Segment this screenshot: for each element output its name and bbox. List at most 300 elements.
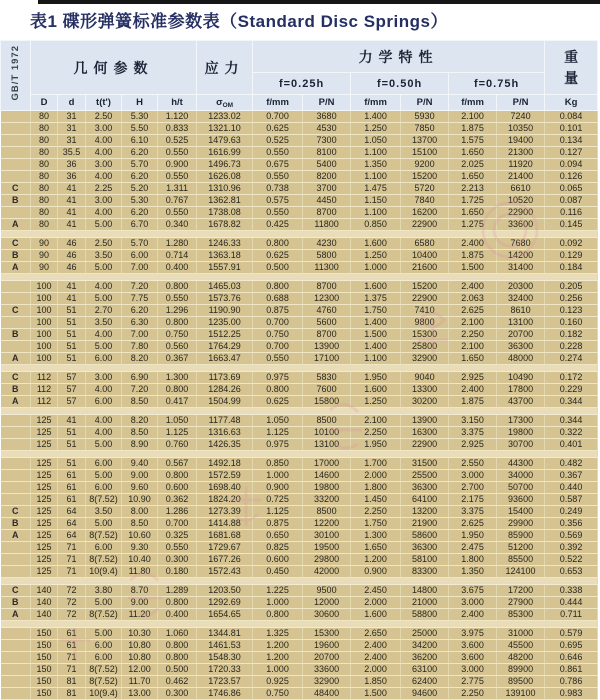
- value-cell: 32900: [303, 676, 351, 688]
- value-cell: 58800: [401, 609, 449, 621]
- value-cell: 0.550: [253, 207, 303, 219]
- value-cell: 1.200: [351, 554, 401, 566]
- value-cell: 1729.67: [197, 542, 253, 554]
- series-label-cell: A: [1, 530, 31, 542]
- table-row: [1, 123, 598, 135]
- value-cell: 0.646: [545, 652, 598, 664]
- value-cell: 32900: [401, 353, 449, 365]
- group-separator-row: [1, 274, 598, 281]
- value-cell: 6.20: [122, 305, 158, 317]
- value-cell: 1.350: [351, 159, 401, 171]
- value-cell: 1.400: [351, 317, 401, 329]
- value-cell: 8.20: [122, 415, 158, 427]
- series-label-cell: B: [1, 518, 31, 530]
- value-cell: 0.400: [158, 609, 197, 621]
- value-cell: 1.950: [449, 530, 497, 542]
- value-cell: 7840: [401, 195, 449, 207]
- value-cell: 0.983: [545, 688, 598, 700]
- value-cell: 58600: [401, 530, 449, 542]
- disc-spring-table-container: [0, 40, 597, 700]
- series-label-cell: [1, 147, 31, 159]
- value-cell: 1.600: [351, 384, 401, 396]
- value-cell: 0.094: [545, 159, 598, 171]
- value-cell: 5600: [303, 317, 351, 329]
- value-cell: 1496.73: [197, 159, 253, 171]
- value-cell: 31: [58, 123, 86, 135]
- value-cell: 14600: [303, 470, 351, 482]
- value-cell: 1.600: [351, 609, 401, 621]
- value-cell: 1.311: [158, 183, 197, 195]
- value-cell: 25800: [401, 341, 449, 353]
- value-cell: 1461.53: [197, 640, 253, 652]
- value-cell: 51: [58, 427, 86, 439]
- value-cell: 1512.25: [197, 329, 253, 341]
- value-cell: 22900: [401, 439, 449, 451]
- value-cell: 19400: [497, 135, 545, 147]
- value-cell: 62400: [401, 676, 449, 688]
- value-cell: 51: [58, 353, 86, 365]
- value-cell: 1573.76: [197, 293, 253, 305]
- series-label-cell: C: [1, 305, 31, 317]
- series-label-cell: [1, 494, 31, 506]
- table-row: [1, 676, 598, 688]
- value-cell: 9.00: [122, 597, 158, 609]
- col-kg: Kg: [545, 95, 598, 111]
- value-cell: 90: [31, 262, 58, 274]
- value-cell: 3.50: [86, 317, 122, 329]
- value-cell: 0.700: [158, 518, 197, 530]
- value-cell: 1.050: [158, 415, 197, 427]
- header-stress: 应力: [197, 41, 253, 95]
- value-cell: 83300: [401, 566, 449, 578]
- value-cell: 6.70: [122, 219, 158, 231]
- value-cell: 9500: [303, 585, 351, 597]
- value-cell: 0.180: [158, 566, 197, 578]
- series-label-cell: [1, 652, 31, 664]
- series-label-cell: A: [1, 353, 31, 365]
- value-cell: 5.00: [86, 518, 122, 530]
- value-cell: 1173.69: [197, 372, 253, 384]
- value-cell: 124100: [497, 566, 545, 578]
- value-cell: 1.100: [351, 171, 401, 183]
- value-cell: 80: [31, 171, 58, 183]
- value-cell: 0.417: [158, 396, 197, 408]
- value-cell: 125: [31, 506, 58, 518]
- value-cell: 0.500: [253, 262, 303, 274]
- value-cell: 32400: [497, 293, 545, 305]
- value-cell: 2.475: [449, 542, 497, 554]
- value-cell: 34200: [401, 640, 449, 652]
- value-cell: 51: [58, 341, 86, 353]
- value-cell: 1321.10: [197, 123, 253, 135]
- value-cell: 2.100: [449, 341, 497, 353]
- value-cell: 0.160: [545, 317, 598, 329]
- header-mechanical: 力学特性: [253, 41, 545, 73]
- value-cell: 30600: [303, 609, 351, 621]
- value-cell: 125: [31, 427, 58, 439]
- value-cell: 2.000: [351, 470, 401, 482]
- table-row: [1, 530, 598, 542]
- value-cell: 1.296: [158, 305, 197, 317]
- value-cell: 0.362: [158, 494, 197, 506]
- value-cell: 3.600: [449, 640, 497, 652]
- value-cell: 0.714: [158, 250, 197, 262]
- series-label-cell: [1, 554, 31, 566]
- table-row: [1, 372, 598, 384]
- value-cell: 125: [31, 482, 58, 494]
- value-cell: 1.250: [351, 396, 401, 408]
- value-cell: 20700: [303, 652, 351, 664]
- value-cell: 43700: [497, 396, 545, 408]
- value-cell: 80: [31, 183, 58, 195]
- page-title: 表1 碟形弹簧标准参数表（Standard Disc Springs）: [30, 12, 448, 31]
- value-cell: 3.375: [449, 506, 497, 518]
- table-row: [1, 664, 598, 676]
- value-cell: 41: [58, 207, 86, 219]
- value-cell: 71: [58, 566, 86, 578]
- value-cell: 51: [58, 439, 86, 451]
- value-cell: 0.338: [545, 585, 598, 597]
- value-cell: 64: [58, 506, 86, 518]
- value-cell: 1310.96: [197, 183, 253, 195]
- value-cell: 1.600: [351, 281, 401, 293]
- value-cell: 1.350: [449, 566, 497, 578]
- value-cell: 0.182: [545, 329, 598, 341]
- value-cell: 8.70: [122, 585, 158, 597]
- value-cell: 5400: [303, 159, 351, 171]
- value-cell: 7.00: [122, 329, 158, 341]
- value-cell: 2.063: [449, 293, 497, 305]
- series-label-cell: [1, 427, 31, 439]
- value-cell: 1414.88: [197, 518, 253, 530]
- value-cell: 45500: [497, 640, 545, 652]
- table-row: [1, 207, 598, 219]
- value-cell: 125: [31, 530, 58, 542]
- value-cell: 0.625: [253, 396, 303, 408]
- series-label-cell: [1, 676, 31, 688]
- value-cell: 0.850: [253, 458, 303, 470]
- value-cell: 36300: [497, 341, 545, 353]
- value-cell: 10.90: [122, 494, 158, 506]
- value-cell: 9800: [401, 317, 449, 329]
- value-cell: 2.100: [449, 317, 497, 329]
- value-cell: 41: [58, 195, 86, 207]
- value-cell: 1678.82: [197, 219, 253, 231]
- value-cell: 1.300: [158, 372, 197, 384]
- value-cell: 5.30: [122, 195, 158, 207]
- value-cell: 15200: [401, 171, 449, 183]
- value-cell: 15200: [401, 281, 449, 293]
- value-cell: 17100: [303, 353, 351, 365]
- value-cell: 150: [31, 628, 58, 640]
- value-cell: 2.925: [449, 372, 497, 384]
- value-cell: 0.550: [253, 171, 303, 183]
- series-label-cell: [1, 317, 31, 329]
- value-cell: 64100: [401, 494, 449, 506]
- value-cell: 2.400: [351, 640, 401, 652]
- value-cell: 33600: [303, 664, 351, 676]
- value-cell: 21300: [497, 147, 545, 159]
- value-cell: 0.229: [545, 384, 598, 396]
- value-cell: 14200: [497, 250, 545, 262]
- value-cell: 0.875: [253, 518, 303, 530]
- value-cell: 9.30: [122, 542, 158, 554]
- series-label-cell: C: [1, 183, 31, 195]
- value-cell: 2.400: [351, 652, 401, 664]
- value-cell: 4530: [303, 123, 351, 135]
- value-cell: 1.125: [253, 427, 303, 439]
- table-row: [1, 470, 598, 482]
- value-cell: 1.700: [351, 458, 401, 470]
- table-row: [1, 566, 598, 578]
- value-cell: 1292.69: [197, 597, 253, 609]
- value-cell: 0.065: [545, 183, 598, 195]
- table-row: [1, 111, 598, 123]
- value-cell: 46: [58, 238, 86, 250]
- value-cell: 3.50: [86, 250, 122, 262]
- value-cell: 125: [31, 542, 58, 554]
- value-cell: 7.20: [122, 384, 158, 396]
- table-row: [1, 494, 598, 506]
- value-cell: 6.10: [122, 135, 158, 147]
- table-row: [1, 609, 598, 621]
- value-cell: 2.550: [449, 458, 497, 470]
- series-label-cell: [1, 293, 31, 305]
- table-row: [1, 415, 598, 427]
- value-cell: 71: [58, 652, 86, 664]
- value-cell: 30200: [401, 396, 449, 408]
- value-cell: 0.587: [545, 494, 598, 506]
- value-cell: 2.625: [449, 518, 497, 530]
- value-cell: 10(9.4): [86, 566, 122, 578]
- header-deflection-025h: f=0.25h: [253, 73, 351, 95]
- value-cell: 8(7.52): [86, 664, 122, 676]
- value-cell: 2.400: [449, 238, 497, 250]
- value-cell: 2.100: [351, 415, 401, 427]
- value-cell: 0.900: [253, 482, 303, 494]
- value-cell: 33600: [497, 219, 545, 231]
- value-cell: 48200: [497, 652, 545, 664]
- value-cell: 1.875: [449, 123, 497, 135]
- value-cell: 17200: [497, 585, 545, 597]
- value-cell: 0.711: [545, 609, 598, 621]
- value-cell: 5720: [401, 183, 449, 195]
- value-cell: 8.20: [122, 353, 158, 365]
- value-cell: 31: [58, 135, 86, 147]
- value-cell: 21000: [401, 597, 449, 609]
- value-cell: 22900: [497, 207, 545, 219]
- table-row: [1, 219, 598, 231]
- value-cell: 1203.50: [197, 585, 253, 597]
- value-cell: 30700: [497, 439, 545, 451]
- value-cell: 7.00: [122, 262, 158, 274]
- value-cell: 0.444: [545, 597, 598, 609]
- value-cell: 41: [58, 415, 86, 427]
- value-cell: 5.00: [86, 628, 122, 640]
- value-cell: 36300: [401, 482, 449, 494]
- value-cell: 0.525: [253, 135, 303, 147]
- value-cell: 2.700: [449, 482, 497, 494]
- value-cell: 4.00: [86, 135, 122, 147]
- value-cell: 8(7.52): [86, 609, 122, 621]
- table-row: [1, 384, 598, 396]
- value-cell: 8100: [303, 147, 351, 159]
- value-cell: 4.00: [86, 207, 122, 219]
- value-cell: 21900: [401, 518, 449, 530]
- col-H: H: [122, 95, 158, 111]
- value-cell: 44300: [497, 458, 545, 470]
- value-cell: 1626.08: [197, 171, 253, 183]
- value-cell: 0.500: [158, 664, 197, 676]
- value-cell: 17300: [497, 415, 545, 427]
- value-cell: 7850: [401, 123, 449, 135]
- value-cell: 0.575: [253, 195, 303, 207]
- series-label-cell: [1, 566, 31, 578]
- value-cell: 0.401: [545, 439, 598, 451]
- value-cell: 81: [58, 688, 86, 700]
- value-cell: 0.184: [545, 262, 598, 274]
- series-label-cell: [1, 123, 31, 135]
- value-cell: 29800: [303, 554, 351, 566]
- value-cell: 20700: [497, 329, 545, 341]
- value-cell: 1.500: [449, 262, 497, 274]
- value-cell: 150: [31, 652, 58, 664]
- value-cell: 1.500: [351, 688, 401, 700]
- value-cell: 10.80: [122, 652, 158, 664]
- value-cell: 1738.08: [197, 207, 253, 219]
- value-cell: 15400: [497, 506, 545, 518]
- value-cell: 6.30: [122, 317, 158, 329]
- value-cell: 30100: [303, 530, 351, 542]
- value-cell: 5.00: [86, 341, 122, 353]
- value-cell: 6.00: [86, 458, 122, 470]
- value-cell: 1.375: [351, 293, 401, 305]
- value-cell: 0.767: [158, 195, 197, 207]
- value-cell: 13700: [401, 135, 449, 147]
- value-cell: 4760: [303, 305, 351, 317]
- value-cell: 61: [58, 628, 86, 640]
- value-cell: 13900: [303, 341, 351, 353]
- value-cell: 35.5: [58, 147, 86, 159]
- value-cell: 5.00: [86, 439, 122, 451]
- value-cell: 9.60: [122, 482, 158, 494]
- value-cell: 1.300: [351, 530, 401, 542]
- series-label-cell: [1, 281, 31, 293]
- value-cell: 61: [58, 494, 86, 506]
- value-cell: 0.525: [158, 135, 197, 147]
- value-cell: 64: [58, 530, 86, 542]
- value-cell: 0.550: [253, 147, 303, 159]
- value-cell: 0.126: [545, 171, 598, 183]
- value-cell: 1.100: [351, 147, 401, 159]
- value-cell: 19800: [497, 427, 545, 439]
- series-label-cell: [1, 207, 31, 219]
- value-cell: 1.000: [253, 470, 303, 482]
- table-row: [1, 353, 598, 365]
- value-cell: 71: [58, 664, 86, 676]
- value-cell: 139100: [497, 688, 545, 700]
- value-cell: 1616.99: [197, 147, 253, 159]
- value-cell: 1.475: [351, 183, 401, 195]
- value-cell: 0.800: [253, 609, 303, 621]
- series-label-cell: [1, 688, 31, 700]
- value-cell: 100: [31, 305, 58, 317]
- value-cell: 72: [58, 585, 86, 597]
- value-cell: 1.400: [351, 341, 401, 353]
- table-row: [1, 281, 598, 293]
- value-cell: 0.833: [158, 123, 197, 135]
- series-label-cell: [1, 640, 31, 652]
- value-cell: 0.600: [253, 554, 303, 566]
- value-cell: 2.250: [449, 688, 497, 700]
- value-cell: 0.127: [545, 147, 598, 159]
- value-cell: 1.250: [351, 250, 401, 262]
- value-cell: 100: [31, 341, 58, 353]
- value-cell: 0.800: [158, 470, 197, 482]
- series-label-cell: A: [1, 396, 31, 408]
- series-label-cell: [1, 439, 31, 451]
- value-cell: 33200: [303, 494, 351, 506]
- value-cell: 0.750: [158, 329, 197, 341]
- value-cell: 8(7.52): [86, 494, 122, 506]
- value-cell: 6.20: [122, 207, 158, 219]
- value-cell: 1.125: [158, 427, 197, 439]
- table-row: [1, 238, 598, 250]
- table-row: [1, 628, 598, 640]
- value-cell: 0.725: [253, 494, 303, 506]
- table-row: [1, 171, 598, 183]
- value-cell: 1.575: [449, 135, 497, 147]
- value-cell: 22900: [401, 219, 449, 231]
- value-cell: 7.80: [122, 341, 158, 353]
- value-cell: 0.300: [158, 688, 197, 700]
- value-cell: 0.145: [545, 219, 598, 231]
- value-cell: 14800: [401, 585, 449, 597]
- value-cell: 0.653: [545, 566, 598, 578]
- value-cell: 125: [31, 554, 58, 566]
- value-cell: 0.569: [545, 530, 598, 542]
- value-cell: 72: [58, 609, 86, 621]
- value-cell: 12.00: [122, 664, 158, 676]
- value-cell: 1.250: [351, 123, 401, 135]
- value-cell: 61: [58, 482, 86, 494]
- value-cell: 41: [58, 183, 86, 195]
- value-cell: 71: [58, 542, 86, 554]
- value-cell: 0.123: [545, 305, 598, 317]
- value-cell: 41: [58, 293, 86, 305]
- group-separator-row: [1, 408, 598, 415]
- value-cell: 4.00: [86, 281, 122, 293]
- value-cell: 2.50: [86, 111, 122, 123]
- value-cell: 7.20: [122, 281, 158, 293]
- value-cell: 1.120: [158, 111, 197, 123]
- value-cell: 0.134: [545, 135, 598, 147]
- value-cell: 0.800: [158, 384, 197, 396]
- value-cell: 4.00: [86, 329, 122, 341]
- value-cell: 0.825: [253, 542, 303, 554]
- col-f050-P: P/N: [401, 95, 449, 111]
- value-cell: 51: [58, 458, 86, 470]
- series-label-cell: C: [1, 585, 31, 597]
- value-cell: 0.875: [253, 305, 303, 317]
- header-weight-char-top: 重: [564, 49, 579, 66]
- value-cell: 5.50: [122, 123, 158, 135]
- value-cell: 0.700: [253, 341, 303, 353]
- table-row: [1, 652, 598, 664]
- value-cell: 15800: [303, 396, 351, 408]
- value-cell: 5800: [303, 250, 351, 262]
- value-cell: 8.90: [122, 439, 158, 451]
